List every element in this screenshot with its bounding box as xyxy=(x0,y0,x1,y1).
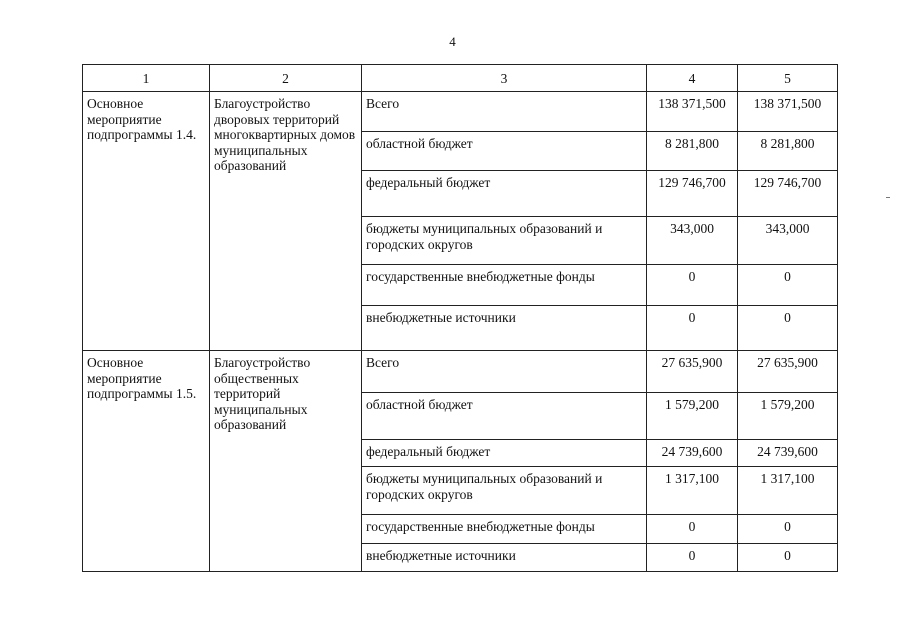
description-cell: Благоустройство дворовых территорий многоквартирных домов муниципальных образований xyxy=(210,92,362,351)
funding-source-cell: областной бюджет xyxy=(362,132,647,171)
value-cell-col4: 0 xyxy=(647,306,738,351)
table-row xyxy=(83,351,838,393)
value-cell-col4: 24 739,600 xyxy=(647,440,738,467)
value-cell-col4: 1 579,200 xyxy=(647,393,738,440)
page-number: 4 xyxy=(449,34,456,49)
column-header-1: 1 xyxy=(83,65,210,92)
funding-source-cell: федеральный бюджет xyxy=(362,440,647,467)
funding-source-cell: Всего xyxy=(362,351,647,393)
funding-source-cell: бюджеты муниципальных образований и городских округов xyxy=(362,217,647,265)
value-cell-col4: 1 317,100 xyxy=(647,467,738,515)
column-header-3: 3 xyxy=(362,65,647,92)
column-header-5: 5 xyxy=(738,65,838,92)
funding-source-cell: областной бюджет xyxy=(362,393,647,440)
value-cell-col5: 24 739,600 xyxy=(738,440,838,467)
column-header-2: 2 xyxy=(210,65,362,92)
column-header-4: 4 xyxy=(647,65,738,92)
funding-source-cell: государственные внебюджетные фонды xyxy=(362,265,647,306)
funding-source-cell: федеральный бюджет xyxy=(362,171,647,217)
value-cell-col4: 8 281,800 xyxy=(647,132,738,171)
funding-source-cell: Всего xyxy=(362,92,647,132)
funding-source-cell: внебюджетные источники xyxy=(362,306,647,351)
value-cell-col4: 0 xyxy=(647,265,738,306)
table-row xyxy=(83,92,838,132)
value-cell-col5: 0 xyxy=(738,306,838,351)
budget-table xyxy=(82,64,838,572)
funding-source-cell: государственные внебюджетные фонды xyxy=(362,515,647,544)
value-cell-col4: 0 xyxy=(647,515,738,544)
value-cell-col5: 0 xyxy=(738,515,838,544)
value-cell-col4: 129 746,700 xyxy=(647,171,738,217)
value-cell-col4: 27 635,900 xyxy=(647,351,738,393)
value-cell-col4: 0 xyxy=(647,544,738,572)
value-cell-col4: 138 371,500 xyxy=(647,92,738,132)
value-cell-col5: 343,000 xyxy=(738,217,838,265)
funding-source-cell: бюджеты муниципальных образований и городских округов xyxy=(362,467,647,515)
value-cell-col5: 8 281,800 xyxy=(738,132,838,171)
value-cell-col5: 1 579,200 xyxy=(738,393,838,440)
table-header-row xyxy=(83,65,838,92)
scan-mark xyxy=(886,197,890,198)
event-cell: Основное мероприятие подпрограммы 1.4. xyxy=(83,92,210,351)
description-cell: Благоустройство общественных территорий муниципальных образований xyxy=(210,351,362,572)
value-cell-col4: 343,000 xyxy=(647,217,738,265)
value-cell-col5: 0 xyxy=(738,544,838,572)
value-cell-col5: 0 xyxy=(738,265,838,306)
funding-source-cell: внебюджетные источники xyxy=(362,544,647,572)
value-cell-col5: 129 746,700 xyxy=(738,171,838,217)
value-cell-col5: 1 317,100 xyxy=(738,467,838,515)
event-cell: Основное мероприятие подпрограммы 1.5. xyxy=(83,351,210,572)
value-cell-col5: 27 635,900 xyxy=(738,351,838,393)
value-cell-col5: 138 371,500 xyxy=(738,92,838,132)
